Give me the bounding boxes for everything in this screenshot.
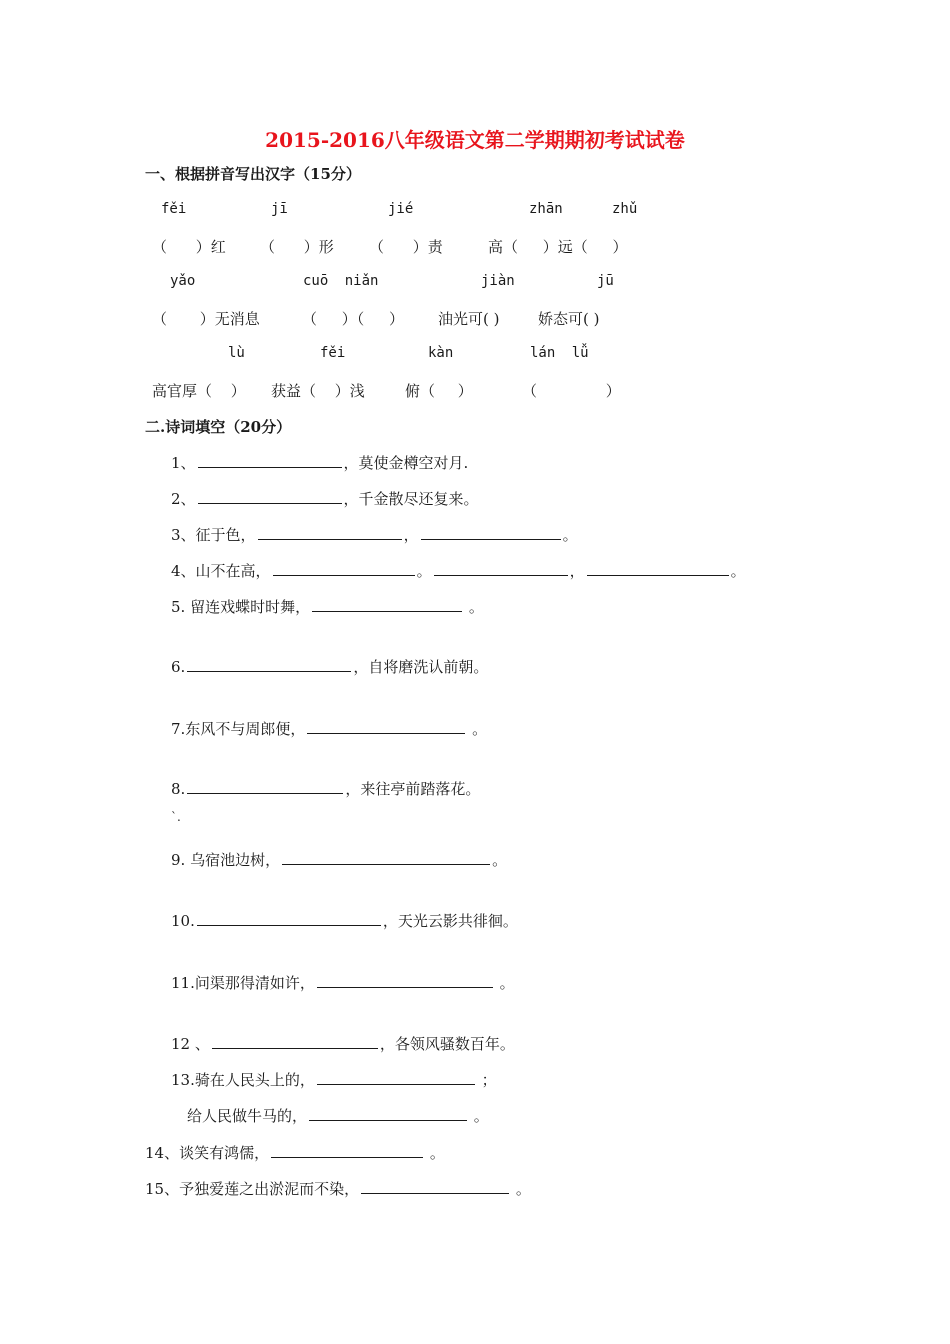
- pinyin: lán lǚ: [530, 345, 589, 361]
- answer-blank[interactable]: [271, 1143, 423, 1158]
- pinyin: zhǔ: [612, 201, 638, 217]
- answer-blank[interactable]: [317, 973, 493, 988]
- pinyin: fěi: [161, 201, 187, 217]
- answer-blank[interactable]: [309, 1106, 467, 1121]
- poem-item-1: 1、 ，莫使金樽空对月.: [171, 454, 469, 472]
- pinyin: kàn: [428, 345, 454, 361]
- answer-blank[interactable]: [434, 561, 568, 576]
- pinyin: lù: [228, 345, 245, 361]
- word-blank: （ ）无消息: [152, 310, 260, 328]
- word-blank: 俯（ ）: [405, 382, 473, 400]
- poem-item-7: 7.东风不与周郎便， 。: [171, 720, 488, 738]
- answer-blank[interactable]: [421, 525, 561, 540]
- answer-blank[interactable]: [282, 850, 490, 865]
- pinyin: jié: [388, 201, 414, 217]
- pinyin: cuō niǎn: [303, 273, 379, 289]
- word-blank: 娇态可( ): [538, 310, 600, 328]
- word-blank: （ ）: [522, 382, 621, 400]
- pinyin: jiàn: [481, 273, 515, 289]
- poem-item-14: 14、谈笑有鸿儒， 。: [145, 1144, 445, 1162]
- pinyin: zhān: [529, 201, 563, 217]
- answer-blank[interactable]: [361, 1179, 509, 1194]
- poem-item-9: 9. 乌宿池边树， 。: [171, 851, 508, 869]
- answer-blank[interactable]: [312, 597, 462, 612]
- poem-item-13: 13.骑在人民头上的， ；: [171, 1071, 497, 1089]
- poem-item-13-line2: 给人民做牛马的， 。: [187, 1107, 489, 1125]
- pinyin: jī: [271, 201, 288, 217]
- answer-blank[interactable]: [198, 453, 342, 468]
- page-title: 2015-2016八年级语文第二学期期初考试试卷: [265, 128, 685, 152]
- poem-item-11: 11.问渠那得清如许， 。: [171, 974, 515, 992]
- section-heading-poetry: 二.诗词填空（20分）: [145, 418, 292, 436]
- poem-item-4: 4、山不在高， 。 ， 。: [171, 562, 746, 580]
- word-blank: （ ）红: [152, 238, 226, 256]
- poem-item-3: 3、征于色， ， 。: [171, 526, 578, 544]
- poem-item-8: 8. ，来往亭前踏落花。: [171, 780, 481, 798]
- answer-blank[interactable]: [273, 561, 415, 576]
- pinyin: yǎo: [170, 273, 196, 289]
- word-blank: （ ）责: [369, 238, 443, 256]
- answer-blank[interactable]: [317, 1070, 475, 1085]
- word-blank: （ ）（ ）: [302, 310, 405, 328]
- answer-blank[interactable]: [187, 779, 343, 794]
- poem-item-15: 15、予独爱莲之出淤泥而不染， 。: [145, 1180, 531, 1198]
- section-heading-pinyin: 一、根据拼音写出汉字（15分）: [145, 165, 361, 183]
- pinyin: jū: [597, 273, 614, 289]
- answer-blank[interactable]: [198, 489, 342, 504]
- answer-blank[interactable]: [212, 1034, 378, 1049]
- word-blank: 获益（ ）浅: [271, 382, 365, 400]
- word-blank: （ ）形: [260, 238, 334, 256]
- poem-item-6: 6. ，自将磨洗认前朝。: [171, 658, 489, 676]
- poem-item-5: 5. 留连戏蝶时时舞， 。: [171, 598, 484, 616]
- answer-blank[interactable]: [187, 657, 351, 672]
- stray-mark: `.: [171, 810, 181, 824]
- pinyin: fěi: [320, 345, 346, 361]
- word-blank: 油光可( ): [438, 310, 500, 328]
- word-blank: 高官厚（ ）: [152, 382, 246, 400]
- poem-item-10: 10. ，天光云影共徘徊。: [171, 912, 518, 930]
- word-blank: 高（ ）远（ ）: [488, 238, 628, 256]
- answer-blank[interactable]: [258, 525, 402, 540]
- poem-item-12: 12 、 ，各领风骚数百年。: [171, 1035, 515, 1053]
- poem-item-2: 2、 ，千金散尽还复来。: [171, 490, 479, 508]
- answer-blank[interactable]: [307, 719, 465, 734]
- answer-blank[interactable]: [197, 911, 381, 926]
- answer-blank[interactable]: [587, 561, 729, 576]
